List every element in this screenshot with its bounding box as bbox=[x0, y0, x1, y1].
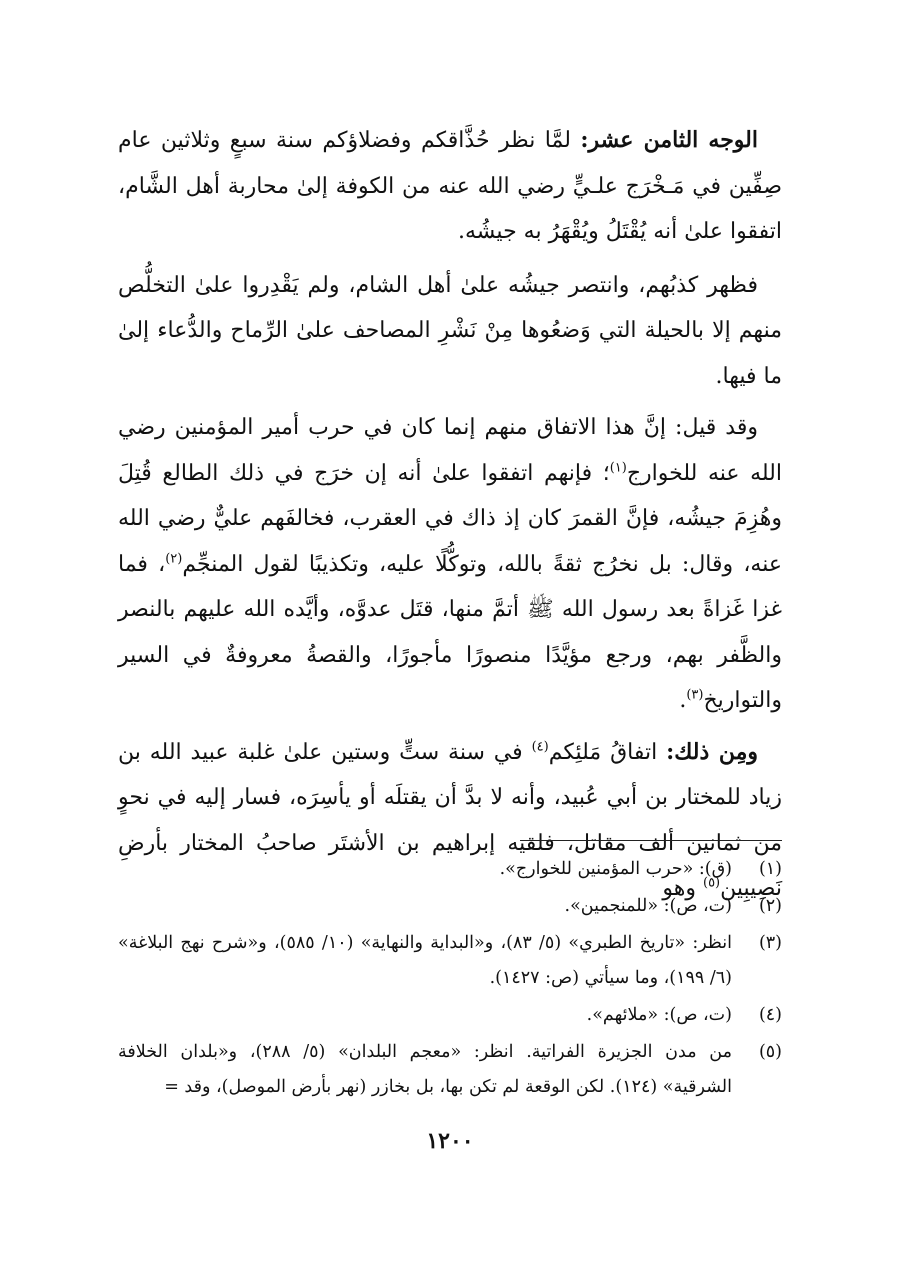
footnote-separator bbox=[520, 840, 782, 841]
footnote-ref-3[interactable]: (٣) bbox=[686, 687, 704, 703]
footnote-ref-4[interactable]: (٤) bbox=[531, 739, 549, 755]
footnote-ref-1[interactable]: (١) bbox=[609, 460, 627, 476]
footnote-2 bbox=[118, 889, 782, 924]
footnote-5 bbox=[118, 1035, 782, 1105]
paragraph-text: في سنة ستٍّ وستين علىٰ غلبة عبيد الله بن زياد للمختار بن أبي عُبيد، وأنه لا بدَّ أن يقتلَه أو يأسِرَه، فسار إليه في نحوٍ من ثمانين ألف مقاتل، فلقيه إبراهيم بن الأشتَر صاحبُ المختار بأرضِ نَصِيبِين bbox=[118, 739, 782, 901]
footnote-ref-2[interactable]: (٢) bbox=[165, 551, 183, 567]
paragraph-3 bbox=[118, 405, 782, 724]
footnote-text: (ق): «حرب المؤمنين للخوارج». bbox=[499, 859, 732, 879]
paragraph-2 bbox=[118, 263, 782, 400]
paragraph-lead: ومِن ذلك: bbox=[666, 738, 758, 765]
page-number: ١٢٠٠ bbox=[426, 1128, 474, 1154]
footnote-text: (ت، ص): «للمنجمين». bbox=[564, 896, 732, 916]
footnote-1 bbox=[118, 852, 782, 887]
main-text bbox=[118, 118, 782, 912]
paragraph-1 bbox=[118, 118, 782, 255]
paragraph-text: ؛ فإنهم اتفقوا علىٰ أنه إن خرَج في ذلك الطالع قُتِلَ وهُزِمَ جيشُه، فإنَّ القمرَ كان إذ ذاك في العقرب، فخالفَهم عليٌّ رضي الله عنه، وقال: بل نخرُج ثقةً بالله، وتوكُّلًا عليه، وتكذيبًا لقول المنجِّم bbox=[118, 460, 782, 577]
paragraph-text: وهو bbox=[662, 876, 703, 901]
paragraph-text: اتفاقُ مَلئِكم bbox=[548, 739, 667, 765]
footnote-ref-5[interactable]: (٥) bbox=[702, 875, 721, 891]
footnote-number: (٥) bbox=[758, 1042, 782, 1062]
paragraph-text: . bbox=[679, 688, 687, 713]
footnote-3 bbox=[118, 926, 782, 996]
footnote-number: (٣) bbox=[758, 933, 782, 953]
paragraph-text: لمَّا نظر حُذَّاقكم وفضلاؤكم سنة سبعٍ وثلاثين عام صِفِّين في مَـخْرَج علـيٍّ رضي الله عنه من الكوفة إلىٰ محاربة أهل الشَّام، اتفقوا علىٰ أنه يُقْتَلُ ويُقْهَرُ به جيشُه. bbox=[118, 128, 782, 244]
section-heading: الوجه الثامن عشر: bbox=[580, 127, 758, 153]
footnote-number: (١) bbox=[758, 859, 782, 879]
footnote-4 bbox=[118, 998, 782, 1033]
paragraph-text: وقد قيل: إنَّ هذا الاتفاق منهم إنما كان في حرب أمير المؤمنين رضي الله عنه للخوارج bbox=[118, 415, 782, 486]
paragraph-text: فظهر كذبُهم، وانتصر جيشُه علىٰ أهل الشام، ولم يَقْدِروا علىٰ التخلُّص منهم إلا بالحيلة التي وَضعُوها مِنْ نَشْرِ المصاحف علىٰ الرِّماح والدُّعاء إلىٰ ما فيها. bbox=[118, 272, 782, 389]
paragraph-text: ، فما غزا غَزاةً بعد رسول الله ﷺ أتمَّ منها، قتَل عدوَّه، وأيَّده الله عليهم بالنصر والظَّفر بهم، ورجع مؤيَّدًا منصورًا مأجورًا، والقصةُ معروفةٌ في السير والتواريخ bbox=[118, 551, 782, 713]
footnote-number: (٢) bbox=[758, 896, 782, 916]
footnote-text: من مدن الجزيرة الفراتية. انظر: «معجم البلدان» (٥/ ٢٨٨)، و«بلدان الخلافة الشرقية» (١٢٤). لكن الوقعة لم تكن بها، بل بخازر (نهر بأرض الموصل)، وقد = bbox=[118, 1042, 732, 1097]
footnote-text: انظر: «تاريخ الطبري» (٥/ ٨٣)، و«البداية والنهاية» (١٠/ ٥٨٥)، و«شرح نهج البلاغة» (٦/ ١٩٩)، وما سيأتي (ص: ١٤٢٧). bbox=[118, 933, 733, 988]
footnote-number: (٤) bbox=[758, 1005, 782, 1025]
footnote-text: (ت، ص): «ملائهم». bbox=[586, 1005, 732, 1025]
footnotes bbox=[118, 852, 782, 1107]
